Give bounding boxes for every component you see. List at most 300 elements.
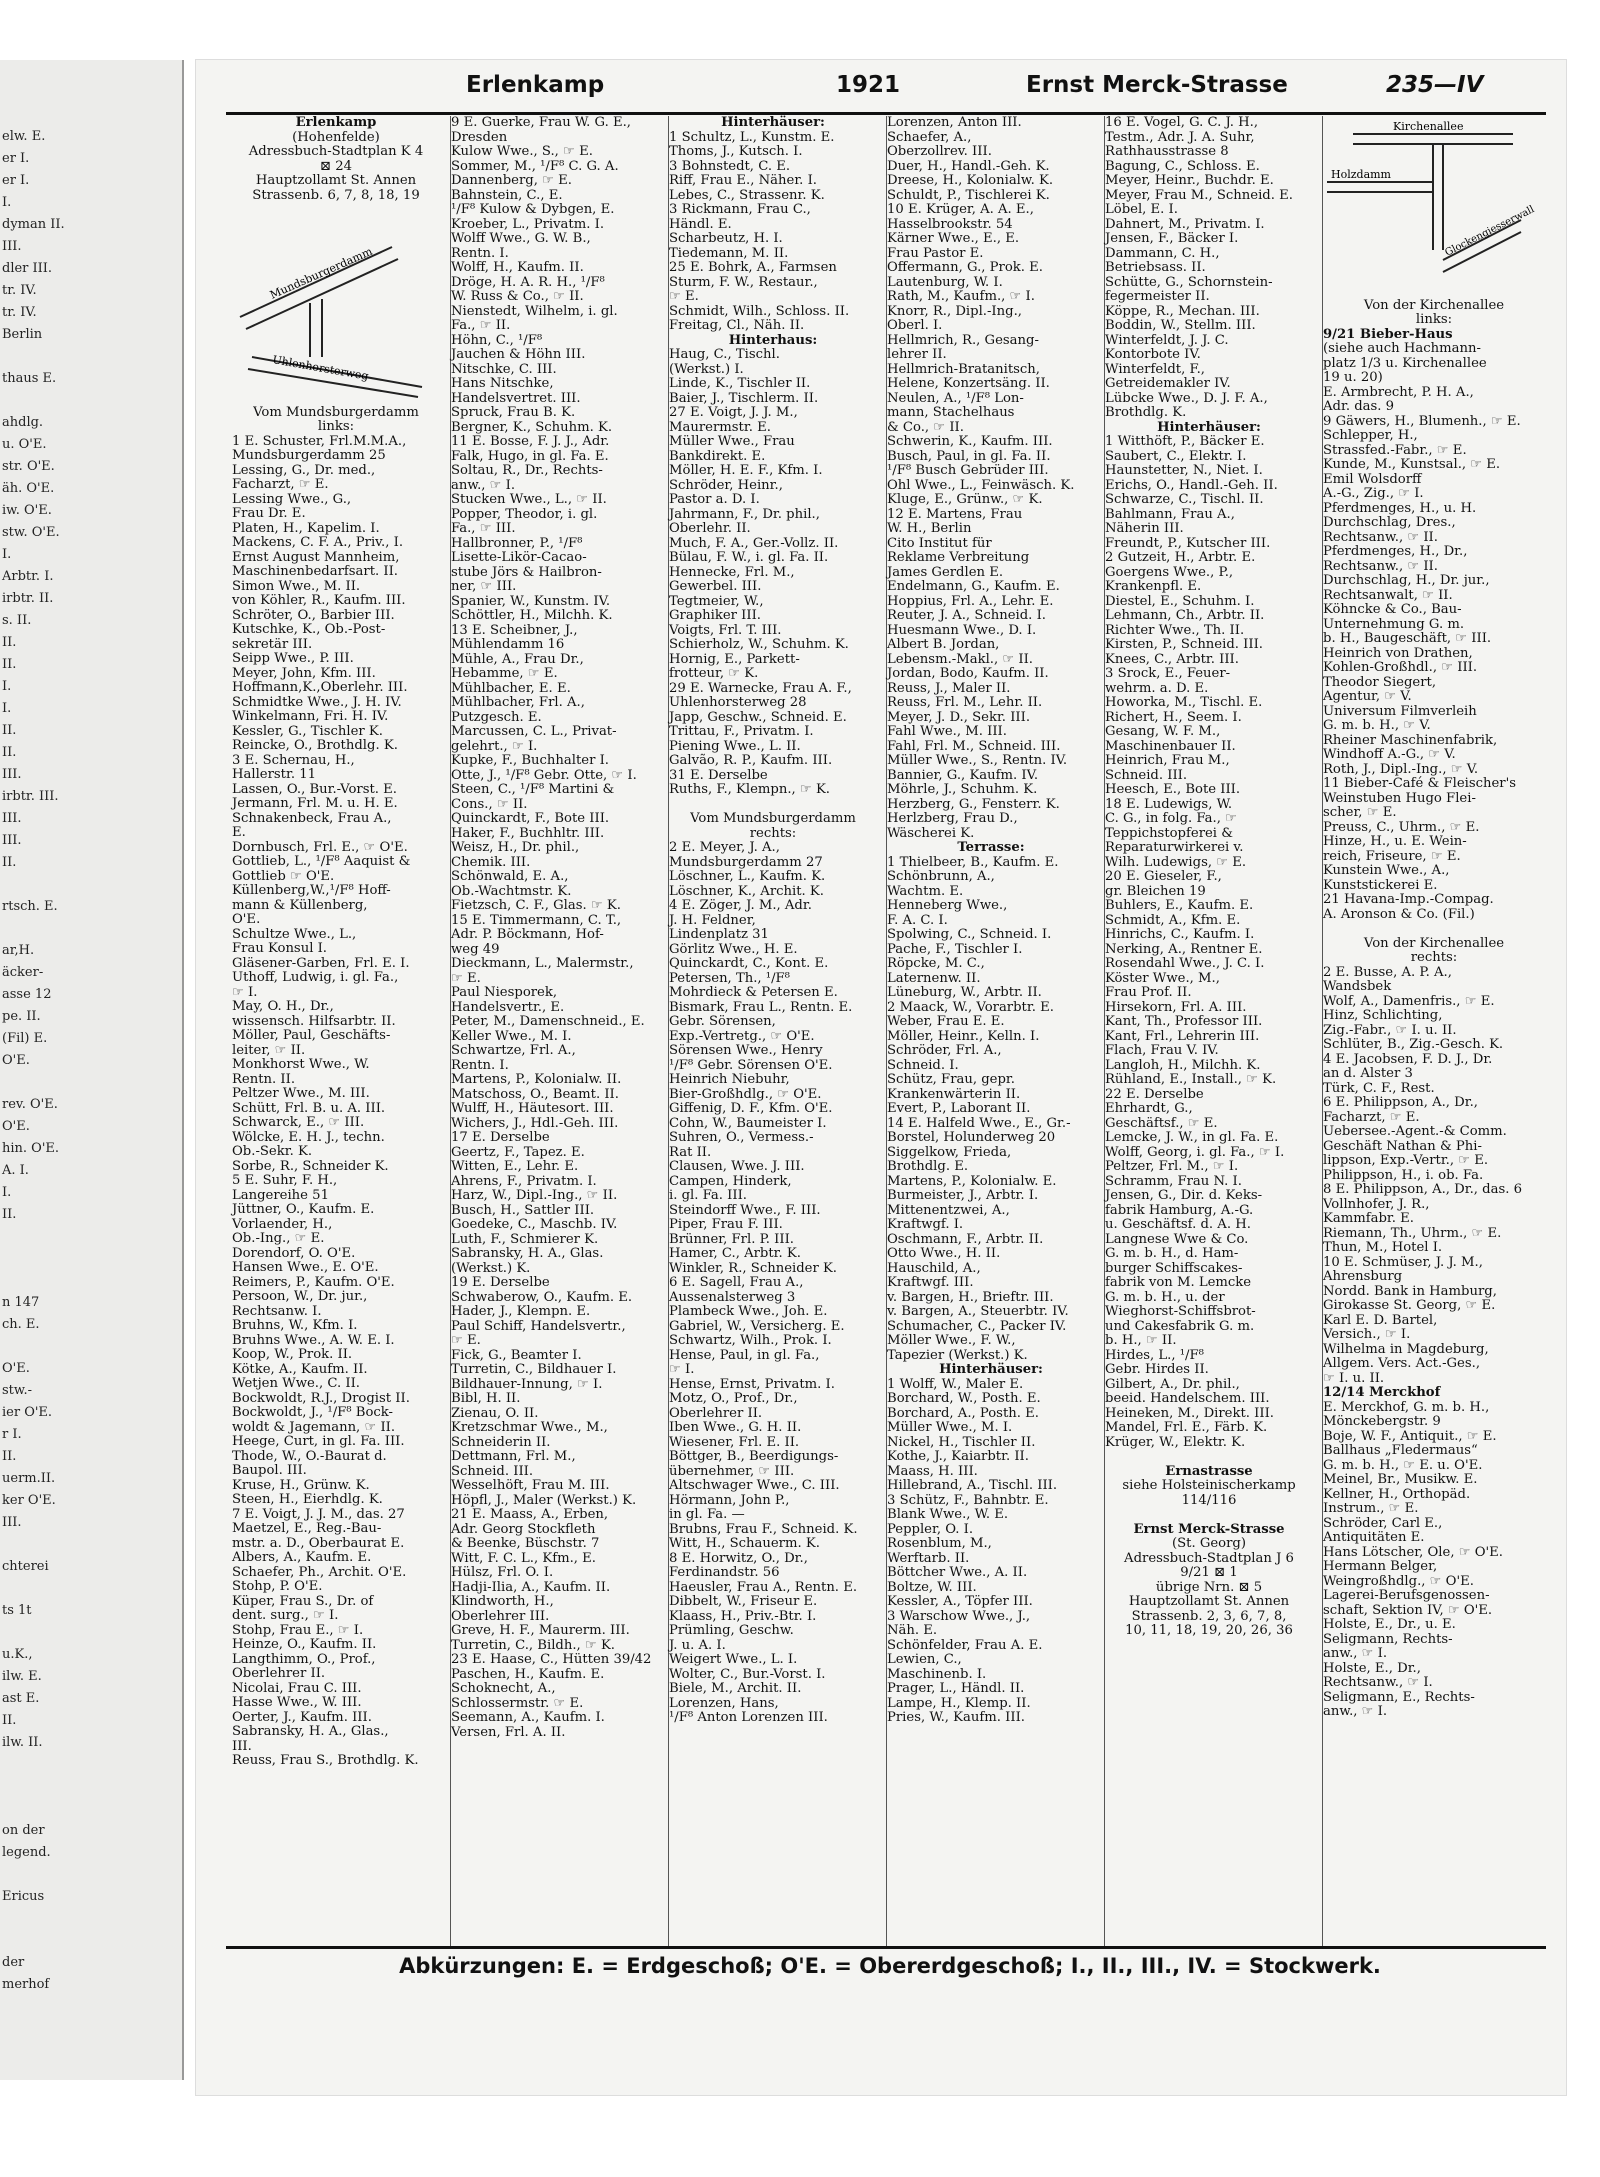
directory-entry-line: Borchard, A., Posth. E.	[887, 1405, 1039, 1421]
directory-entry-line: Goedeke, C., Maschb. IV.	[451, 1217, 618, 1232]
directory-entry-line: Sturm, F. W., Restaur.,	[669, 274, 818, 290]
previous-page-line: u. O'E.	[2, 437, 47, 452]
directory-entry-line: Lautenburg, W. I.	[887, 274, 1003, 290]
directory-entry-line: Rosenblum, M.,	[887, 1536, 992, 1551]
directory-entry-line: Endelmann, G., Kaufm. E.	[887, 579, 1060, 594]
directory-entry-line: Weigert Wwe., L. I.	[669, 1652, 798, 1667]
directory-entry-line: Hansen Wwe., E. O'E.	[232, 1260, 379, 1275]
directory-entry-line: Philippson, H., i. ob. Fa.	[1323, 1167, 1484, 1183]
directory-entry-line: Teppichstopferei &	[1105, 825, 1233, 841]
directory-entry-line: Kant, Th., Professor III.	[1105, 1014, 1263, 1029]
directory-entry-line: ☞ E.	[451, 970, 481, 986]
directory-entry-line: III.	[232, 1738, 252, 1754]
directory-entry-line: Schneid. I.	[887, 1057, 959, 1073]
directory-entry-line: Fietzsch, C. F., Glas. ☞ K.	[451, 898, 621, 913]
previous-page-line: O'E.	[2, 1119, 30, 1134]
directory-entry-line: Müller Wwe., Frau	[669, 434, 795, 449]
directory-entry-line: Sörensen Wwe., Henry	[669, 1043, 823, 1058]
directory-entry-line: Fa., ☞ II.	[451, 318, 511, 333]
directory-entry-line: Rheiner Maschinenfabrik,	[1323, 732, 1498, 748]
previous-page-line: legend.	[2, 1845, 51, 1860]
directory-entry-line: Wölcke, E. H. J., techn.	[232, 1129, 385, 1145]
directory-entry-line: 2 E. Meyer, J. A.,	[669, 840, 780, 855]
previous-page-line: ar,H.	[2, 943, 35, 958]
directory-entry-line: Steen, H., Eierhdlg. K.	[232, 1492, 383, 1507]
directory-entry-line: (St. Georg)	[1171, 1536, 1247, 1551]
directory-entry-line: Lampe, H., Klemp. II.	[887, 1695, 1031, 1711]
directory-entry-line: anw., ☞ I.	[451, 477, 516, 493]
directory-entry-line: Erichs, O., Handl.-Geh. II.	[1105, 477, 1278, 493]
directory-entry-line: Hellmrich, R., Gesang-	[887, 332, 1039, 348]
directory-entry-line: Haug, C., Tischl.	[669, 347, 780, 362]
directory-entry-line: 20 E. Gieseler, F.,	[1105, 869, 1222, 884]
footer-text: Abkürzungen: E. = Erdgeschoß; O'E. = Obererdgeschoß; I., II., III., IV. = Stockwerk.	[399, 1954, 1381, 1978]
directory-entry-line: Hillebrand, A., Tischl. III.	[887, 1478, 1058, 1493]
directory-entry-line: Dornbusch, Frl. E., ☞ O'E.	[232, 839, 408, 855]
directory-entry-line: Maurermstr. E.	[669, 419, 771, 435]
directory-entry-line: Sabransky, H. A., Glas.,	[232, 1724, 389, 1739]
directory-entry-line: Von der Kirchenallee	[1363, 935, 1505, 951]
previous-page-line: I.	[2, 679, 12, 694]
previous-page-line: A. I.	[2, 1163, 29, 1178]
directory-entry-line: Cohn, W., Baumeister I.	[669, 1115, 827, 1131]
directory-entry-line: fabrik von M. Lemcke	[1105, 1275, 1252, 1290]
previous-page-line: O'E.	[2, 1053, 30, 1068]
directory-entry-line: Cito Institut für	[887, 535, 992, 551]
directory-entry-line: Albers, A., Kaufm. E.	[232, 1550, 372, 1565]
directory-entry-line: Paschen, H., Kaufm. E.	[451, 1666, 605, 1682]
previous-page-line: ast E.	[2, 1691, 40, 1706]
directory-entry-line: Falk, Hugo, in gl. Fa. E.	[451, 448, 609, 464]
directory-entry-line: Pferdmenges, H., u. H.	[1323, 500, 1477, 516]
directory-entry-line: Bockwoldt, R.J., Drogist II.	[232, 1390, 410, 1406]
directory-entry-line: woldt & Jagemann, ☞ II.	[232, 1419, 396, 1435]
directory-entry-line: Piening Wwe., L. II.	[669, 738, 801, 754]
directory-entry-line: Mundsburgerdamm 27	[669, 854, 823, 870]
directory-entry-line: Dresden	[451, 129, 508, 145]
directory-entry-line: Kammfabr. E.	[1323, 1211, 1414, 1226]
directory-entry-line: Gewerbel. III.	[669, 579, 762, 594]
directory-entry-line: und Cakesfabrik G. m.	[1105, 1318, 1255, 1334]
column-3	[668, 116, 877, 1946]
directory-entry-line: Wesselhöft, Frau M. III.	[451, 1478, 610, 1493]
previous-page-line: III.	[2, 239, 22, 254]
directory-entry-line: 2 Gutzeit, H., Arbtr. E.	[1105, 550, 1256, 565]
directory-entry-line: Mühlbacher, Frl. A.,	[451, 695, 585, 710]
directory-entry-line: Maetzel, E., Reg.-Bau-	[232, 1521, 382, 1536]
directory-entry-line: Gebr. Hirdes II.	[1105, 1362, 1209, 1377]
directory-entry-line: Schlossermstr. ☞ E.	[451, 1695, 584, 1711]
directory-entry-line: Plambeck Wwe., Joh. E.	[669, 1304, 828, 1319]
directory-entry-line: Witten, E., Lehr. E.	[451, 1159, 579, 1174]
directory-entry-line: Köhncke & Co., Bau-	[1323, 602, 1462, 617]
diagram2-street-mid: Holzdamm	[1331, 168, 1391, 181]
directory-entry-line: Schramm, Frau N. I.	[1105, 1173, 1242, 1189]
directory-entry-line: Schönbrunn, A.,	[887, 869, 995, 884]
previous-page-line: dler III.	[2, 261, 53, 276]
directory-entry-line: Reuss, Frl. M., Lehr. II.	[887, 695, 1043, 710]
directory-entry-line: Motz, O., Prof., Dr.,	[669, 1391, 798, 1406]
directory-entry-line: Möhrle, J., Schuhm. K.	[887, 782, 1038, 797]
directory-entry-line: Hellmrich-Bratanitsch,	[887, 361, 1040, 377]
directory-entry-line: b. H., Baugeschäft, ☞ III.	[1323, 631, 1492, 646]
directory-entry-line: Buhlers, E., Kaufm. E.	[1105, 898, 1254, 913]
directory-entry-line: Schlüter, B., Zig.-Gesch. K.	[1323, 1037, 1504, 1052]
directory-entry-line: C. G., in folg. Fa., ☞	[1105, 811, 1237, 826]
directory-entry-line: Howorka, M., Tischl. E.	[1105, 695, 1263, 710]
directory-entry-line: Turretin, C., Bildh., ☞ K.	[451, 1637, 615, 1653]
previous-page-line: äcker-	[2, 965, 44, 980]
directory-entry-line: Wandsbek	[1323, 979, 1392, 994]
directory-entry-line: Thode, W., O.-Baurat d.	[232, 1448, 387, 1464]
directory-entry-line: 21 E. Maass, A., Erben,	[451, 1507, 609, 1522]
directory-entry-line: Steen, C., ¹/F⁸ Martini &	[451, 782, 615, 797]
directory-entry-line: Kunde, M., Kunstsal., ☞ E.	[1323, 457, 1501, 472]
directory-entry-line: Reimers, P., Kaufm. O'E.	[232, 1274, 395, 1290]
directory-entry-line: ¹/F⁸ Busch Gebrüder III.	[887, 463, 1049, 478]
directory-entry-line: Hinze, H., u. E. Wein-	[1323, 834, 1467, 849]
directory-entry-line: Iben Wwe., G. H. II.	[669, 1420, 802, 1435]
directory-entry-line: G. m. b. H., d. Ham-	[1105, 1246, 1239, 1261]
directory-entry-line: dent. surg., ☞ I.	[232, 1608, 339, 1623]
directory-entry-line: Allgem. Vers. Act.-Ges.,	[1323, 1356, 1481, 1371]
directory-entry-line: Monkhorst Wwe., W.	[232, 1057, 370, 1072]
directory-entry-line: Ehrhardt, G.,	[1105, 1101, 1193, 1116]
directory-entry-line: Frau Dr. E.	[232, 506, 306, 521]
previous-page-line: II.	[2, 723, 17, 738]
directory-entry-line: Seligmann, E., Rechts-	[1323, 1689, 1475, 1705]
directory-entry-line: Böttger, B., Beerdigungs-	[669, 1449, 839, 1464]
header-right-street: Ernst Merck-Strasse	[1026, 72, 1288, 98]
directory-entry-line: Winterfeldt, J. J. C.	[1105, 332, 1229, 348]
previous-page-line: ts 1t	[2, 1603, 32, 1618]
directory-entry-line: 5 E. Suhr, F. H.,	[232, 1173, 338, 1188]
directory-entry-line: weg 49	[451, 941, 500, 957]
directory-entry-line: Kunstein Wwe., A.,	[1323, 863, 1450, 878]
directory-entry-line: 23 E. Haase, C., Hütten 39/42	[451, 1652, 652, 1667]
directory-entry-line: Lebes, C., Strassenr. K.	[669, 187, 825, 203]
directory-entry-line: Schönwald, E. A.,	[451, 869, 569, 884]
directory-entry-line: Möller Wwe., F. W.,	[887, 1333, 1016, 1348]
directory-entry-line: 3 Srock, E., Feuer-	[1105, 666, 1231, 681]
directory-entry-line: Agentur, ☞ V.	[1323, 689, 1412, 704]
directory-entry-line: Universum Filmverleih	[1323, 703, 1477, 719]
directory-entry-line: Kraftwgf. III.	[887, 1275, 974, 1290]
directory-entry-line: Händl. E.	[669, 216, 732, 232]
directory-entry-line: 19 u. 20)	[1323, 370, 1383, 385]
directory-entry-line: Lagerei-Berufsgenossen-	[1323, 1588, 1490, 1603]
directory-entry-line: Blank Wwe., W. E.	[887, 1507, 1009, 1522]
directory-entry-line: Wieghorst-Schiffsbrot-	[1105, 1304, 1256, 1319]
directory-entry-line: G. m. b. H., ☞ V.	[1323, 718, 1431, 733]
directory-entry-line: u. Geschäftsf. d. A. H.	[1105, 1217, 1251, 1232]
directory-entry-line: Meyer, J. D., Sekr. III.	[887, 709, 1031, 725]
abbreviations-footer	[260, 1954, 1520, 1978]
directory-entry-line: Lewien, C.,	[887, 1652, 962, 1667]
diagram1-street-top: Mundsburgerdamm	[267, 244, 375, 302]
directory-entry-line: Richter Wwe., Th. II.	[1105, 622, 1245, 638]
directory-entry-line: Maschinenb. I.	[887, 1666, 987, 1682]
directory-entry-line: Girokasse St. Georg, ☞ E.	[1323, 1298, 1496, 1313]
directory-entry-line: Winterfeldt, F.,	[1105, 361, 1205, 377]
directory-entry-line: Lisette-Likör-Cacao-	[451, 550, 587, 565]
directory-entry-line: G. m. b. H., ☞ E. u. O'E.	[1323, 1457, 1483, 1473]
previous-page-line: III.	[2, 1515, 22, 1530]
directory-entry-line: Vorlaender, H.,	[232, 1216, 333, 1232]
directory-entry-line: 31 E. Derselbe	[669, 767, 768, 783]
directory-entry-line: Ahrens, F., Privatm. I.	[451, 1173, 597, 1189]
directory-entry-line: Heineken, M., Direkt. III.	[1105, 1405, 1274, 1421]
directory-entry-line: burger Schiffscakes-	[1105, 1260, 1243, 1276]
directory-entry-line: Ob.-Ing., ☞ E.	[232, 1231, 325, 1246]
directory-entry-line: Krüger, W., Elektr. K.	[1105, 1434, 1246, 1450]
directory-entry-line: Reincke, O., Brothdlg. K.	[232, 738, 398, 753]
directory-entry-line: Dannenberg, ☞ E.	[451, 173, 572, 188]
directory-entry-line: Weingroßhdlg., ☞ O'E.	[1323, 1573, 1474, 1589]
directory-entry-line: Quinckardt, C., Kont. E.	[669, 956, 829, 971]
directory-entry-line: Von der Kirchenallee	[1363, 297, 1505, 313]
directory-entry-line: Thun, M., Hotel I.	[1323, 1240, 1443, 1255]
directory-entry-line: Seligmann, Rechts-	[1323, 1631, 1453, 1647]
directory-entry-line: Giffenig, D. F., Kfm. O'E.	[669, 1101, 833, 1116]
directory-entry-line: beeid. Handelschem. III.	[1105, 1391, 1270, 1406]
previous-page-line: rev. O'E.	[2, 1097, 58, 1112]
header-left-street: Erlenkamp	[466, 72, 605, 98]
directory-entry-line: Langthimm, O., Prof.,	[232, 1651, 376, 1667]
directory-entry-line: Schmidt, A., Kfm. E.	[1105, 912, 1241, 928]
header-page-number: 235—IV	[1386, 72, 1484, 98]
directory-entry-line: Langereihe 51	[232, 1187, 329, 1203]
directory-entry-line: Vom Mundsburgerdamm	[690, 811, 856, 826]
directory-entry-line	[1105, 1450, 1313, 1465]
directory-entry-line: Paul Schiff, Handelsvertr.,	[451, 1318, 626, 1334]
directory-entry-line: Schaefer, A.,	[887, 129, 972, 145]
directory-entry-line: Meinel, Br., Musikw. E.	[1323, 1472, 1478, 1487]
directory-entry-line: Reuter, J. A., Schneid. I.	[887, 608, 1046, 623]
directory-entry-line: Karl E. D. Bartel,	[1323, 1312, 1438, 1328]
directory-entry-line: Pries, W., Kaufm. III.	[887, 1710, 1025, 1725]
previous-page-line: II.	[2, 1449, 17, 1464]
directory-entry-line: Adr. das. 9	[1323, 399, 1395, 414]
previous-page-strip	[0, 60, 184, 2080]
directory-entry-line: 3 Rickmann, Frau C.,	[669, 202, 811, 217]
directory-entry-line: Ohl Wwe., L., Feinwäsch. K.	[887, 477, 1075, 493]
directory-entry-line: Stohp, P. O'E.	[232, 1579, 323, 1594]
directory-entry-line: Riff, Frau E., Näher. I.	[669, 173, 817, 188]
directory-entry-line: Jauchen & Höhn III.	[451, 347, 586, 362]
directory-entry-line: 9 E. Guerke, Frau W. G. E.,	[451, 115, 631, 130]
directory-entry-line: Rentn. II.	[232, 1071, 296, 1087]
directory-entry-line: ner, ☞ III.	[451, 579, 517, 594]
directory-entry-line: Hinterhaus:	[728, 332, 818, 348]
directory-entry-line: Krankenpfl. E.	[1105, 579, 1202, 594]
directory-entry-line: Voigts, Frl. T. III.	[669, 622, 782, 638]
directory-entry-line: Ahrensburg	[1323, 1269, 1403, 1284]
directory-entry-line: Hallbronner, P., ¹/F⁸	[451, 535, 583, 551]
directory-entry-line: Japp, Geschw., Schneid. E.	[669, 709, 847, 725]
directory-entry-line: Richert, H., Seem. I.	[1105, 709, 1242, 725]
directory-entry-line: Kessler, A., Töpfer III.	[887, 1594, 1033, 1609]
diagram2-street-top: Kirchenallee	[1393, 120, 1464, 133]
directory-entry-line: 14 E. Halfeld Wwe., E., Gr.-	[887, 1115, 1071, 1131]
previous-page-line: Arbtr. I.	[2, 569, 54, 584]
directory-entry-line: Handelsvertr., E.	[451, 999, 565, 1015]
directory-entry-line: Hauptzollamt St. Annen	[255, 173, 417, 188]
directory-entry-line: Röpcke, M. C.,	[887, 956, 985, 971]
directory-entry-line: Rühland, E., Install., ☞ K.	[1105, 1072, 1277, 1087]
directory-entry-line: Kirsten, P., Schneid. III.	[1105, 637, 1263, 652]
directory-entry-line: 7 E. Voigt, J. J. M., das. 27	[232, 1506, 405, 1522]
directory-entry-line: Bagung, C., Schloss. E.	[1105, 158, 1260, 174]
directory-entry-line: Lorenzen, Hans,	[669, 1695, 779, 1711]
directory-entry-line: Peltzer Wwe., M. III.	[232, 1086, 370, 1101]
directory-entry-line: 3 Schütz, F., Bahnbtr. E.	[887, 1492, 1049, 1508]
directory-entry-line: Albert B. Jordan,	[887, 637, 1000, 652]
directory-entry-line: Sorbe, R., Schneider K.	[232, 1158, 389, 1174]
directory-entry-line: Geschäftsf., ☞ E.	[1105, 1115, 1218, 1131]
directory-entry-line: (Hohenfelde)	[292, 129, 380, 145]
directory-entry-line: Preuss, C., Uhrm., ☞ E.	[1323, 819, 1480, 835]
directory-entry-line: Oberl. I.	[887, 318, 943, 333]
directory-entry-line: Küper, Frau S., Dr. of	[232, 1593, 374, 1609]
directory-entry-line: Näh. E.	[887, 1623, 938, 1638]
directory-entry-line: Türk, C. F., Rest.	[1323, 1080, 1435, 1096]
directory-entry-line: Uthoff, Ludwig, i. gl. Fa.,	[232, 970, 399, 985]
directory-entry-line: Dröge, H. A. R. H., ¹/F⁸	[451, 274, 605, 290]
directory-entry-line: Much, F. A., Ger.-Vollz. II.	[669, 535, 839, 551]
directory-entry-line: Persoon, W., Dr. jur.,	[232, 1289, 368, 1304]
previous-page-line: chterei	[2, 1559, 49, 1574]
previous-page-line: irbtr. II.	[2, 591, 54, 606]
directory-entry-line: Durchschlag, H., Dr. jur.,	[1323, 573, 1490, 588]
directory-entry-line: Möller, Heinr., Kelln. I.	[887, 1028, 1040, 1044]
directory-entry-line: Schneid. III.	[1105, 767, 1188, 783]
directory-entry-line: Dahnert, M., Privatm. I.	[1105, 216, 1265, 232]
previous-page-line: I.	[2, 547, 12, 562]
directory-entry-line: 6 E. Sagell, Frau A.,	[669, 1275, 804, 1290]
previous-page-line: ilw. E.	[2, 1669, 42, 1684]
previous-page-line: ker O'E.	[2, 1493, 56, 1508]
directory-entry-line: Pastor a. D. I.	[669, 492, 760, 507]
directory-entry-line: Simon Wwe., M. II.	[232, 578, 361, 594]
directory-entry-line: Höhn, C., ¹/F⁸	[451, 332, 543, 348]
directory-entry-line: Böttcher Wwe., A. II.	[887, 1565, 1028, 1580]
directory-entry-line: Pache, F., Tischler I.	[887, 941, 1023, 957]
directory-entry-line: Wachtm. E.	[887, 883, 964, 899]
directory-entry-line: Testm., Adr. J. A. Suhr,	[1105, 129, 1255, 145]
directory-entry-line: Müller Wwe., M. I.	[887, 1420, 1013, 1435]
directory-entry-line: lippson, Exp.-Vertr., ☞ E.	[1323, 1153, 1489, 1168]
directory-entry-line: (Werkst.) I.	[669, 361, 744, 377]
directory-entry-line: Boltze, W. III.	[887, 1579, 977, 1595]
directory-entry-line: Geschäft Nathan & Phi-	[1323, 1138, 1482, 1154]
directory-entry-line: Möller, Paul, Geschäfts-	[232, 1028, 391, 1043]
directory-entry-line: Wilh. Ludewigs, ☞ E.	[1105, 854, 1247, 870]
directory-entry-line: Bier-Großhdlg., ☞ O'E.	[669, 1086, 822, 1102]
directory-entry-line: Baupol. III.	[232, 1463, 307, 1478]
directory-entry-line: E. Armbrecht, P. H. A.,	[1323, 384, 1474, 400]
directory-entry-line: Rentn. I.	[451, 245, 509, 261]
directory-entry-line: Lüneburg, W., Arbtr. II.	[887, 985, 1042, 1000]
directory-entry-line: Dettmann, Frl. M.,	[451, 1449, 576, 1464]
directory-entry-line: Schmidtke Wwe., J. H. IV.	[232, 694, 402, 710]
directory-entry-line: 3 Bohnstedt, C. E.	[669, 158, 791, 174]
directory-entry-line: Kellner, H., Orthopäd.	[1323, 1486, 1471, 1502]
directory-entry-line: Winkler, R., Schneider K.	[669, 1260, 838, 1276]
directory-entry-line: Mittenentzwei, A.,	[887, 1202, 1010, 1218]
directory-entry-line: Hasselbrookstr. 54	[887, 216, 1013, 232]
directory-entry-line: Kupke, F., Buchhalter I.	[451, 753, 609, 768]
directory-entry-line: 18 E. Ludewigs, W.	[1105, 796, 1233, 812]
directory-entry-line: Oerter, J., Kaufm. III.	[232, 1709, 372, 1725]
directory-entry-line: Burmeister, J., Arbtr. I.	[887, 1188, 1039, 1203]
directory-entry-line: Kant, Frl., Lehrerin III.	[1105, 1028, 1260, 1044]
directory-entry-line: Dorendorf, O. O'E.	[232, 1245, 356, 1261]
directory-entry-line: Haunstetter, N., Niet. I.	[1105, 463, 1263, 478]
directory-entry-line: übrige Nrn. ⊠ 5	[1155, 1579, 1263, 1595]
directory-entry-line: siehe Holsteinischerkamp	[1122, 1478, 1296, 1493]
directory-entry-line: Strassfed.-Fabr., ☞ E.	[1323, 442, 1467, 458]
directory-entry-line: Bibl, H. II.	[451, 1391, 521, 1406]
directory-entry-line: Seipp Wwe., P. III.	[232, 651, 354, 666]
directory-entry-line: Schierholz, W., Schuhm. K.	[669, 637, 849, 652]
directory-entry-line: schaft, Sektion IV, ☞ O'E.	[1323, 1602, 1493, 1618]
previous-page-line: u.K.,	[2, 1647, 33, 1662]
directory-entry-line: Handelsvertret. III.	[451, 390, 581, 406]
directory-entry-line: v. Bargen, H., Brieftr. III.	[887, 1289, 1054, 1305]
directory-entry-line: Facharzt, ☞ E.	[1323, 1109, 1420, 1125]
previous-page-line: III.	[2, 833, 22, 848]
directory-entry-line: Boddin, W., Stellm. III.	[1105, 318, 1256, 333]
directory-entry-line: Terrasse:	[957, 840, 1025, 855]
directory-entry-line: Wolter, C., Bur.-Vorst. I.	[669, 1666, 826, 1682]
previous-page-line: I.	[2, 1185, 12, 1200]
directory-entry-line: Hasse Wwe., W. III.	[232, 1695, 362, 1710]
directory-entry-line: Jordan, Bodo, Kaufm. II.	[887, 666, 1049, 681]
directory-entry-line: Gebr. Sörensen,	[669, 1014, 776, 1029]
directory-entry-line: Freundt, P., Kutscher III.	[1105, 535, 1271, 551]
directory-entry-line: Schröder, Heinr.,	[669, 477, 783, 493]
directory-entry-line: Näherin III.	[1105, 521, 1184, 536]
directory-entry-line: 8 E. Horwitz, O., Dr.,	[669, 1550, 808, 1566]
directory-entry-line: Linde, K., Tischler II.	[669, 376, 811, 391]
previous-page-line: stw.-	[2, 1383, 33, 1398]
directory-entry-line: Neulen, A., ¹/F⁸ Lon-	[887, 390, 1024, 406]
directory-entry-line: frotteur, ☞ K.	[669, 666, 759, 681]
directory-entry-line: 1 Witthöft, P., Bäcker E.	[1105, 434, 1265, 449]
directory-entry-line: Schuldt, P., Tischlerei K.	[887, 187, 1050, 203]
directory-entry-line: Rechtsanw., ☞ II.	[1323, 529, 1438, 545]
directory-entry-line: Galvão, R. P., Kaufm. III.	[669, 753, 833, 768]
directory-entry-line: Schlepper, H.,	[1323, 428, 1418, 443]
directory-entry-line: scher, ☞ E.	[1323, 805, 1397, 820]
previous-page-line: s. II.	[2, 613, 32, 628]
previous-page-line: rtsch. E.	[2, 899, 58, 914]
directory-entry-line: Wolf, A., Damenfris., ☞ E.	[1323, 993, 1495, 1009]
previous-page-line: II.	[2, 657, 17, 672]
directory-entry-line: 1 E. Schuster, Frl.M.M.A.,	[232, 433, 407, 449]
directory-entry-line: Laternenw. II.	[887, 970, 981, 986]
directory-entry-line: 9 Gäwers, H., Blumenh., ☞ E.	[1323, 413, 1521, 429]
directory-entry-line: Freitag, Cl., Näh. II.	[669, 318, 805, 333]
directory-entry-line: Müller Wwe., S., Rentn. IV.	[887, 753, 1068, 768]
directory-entry-line: Evert, P., Laborant II.	[887, 1101, 1031, 1116]
directory-entry-line: Gesang, W. F. M.,	[1105, 724, 1221, 739]
directory-entry-line: 9/21 Bieber-Haus	[1323, 326, 1453, 342]
directory-entry-line: Soltau, R., Dr., Rechts-	[451, 463, 603, 478]
directory-entry-line: Diestel, E., Schuhm. I.	[1105, 593, 1255, 609]
column-6	[1322, 116, 1545, 1946]
